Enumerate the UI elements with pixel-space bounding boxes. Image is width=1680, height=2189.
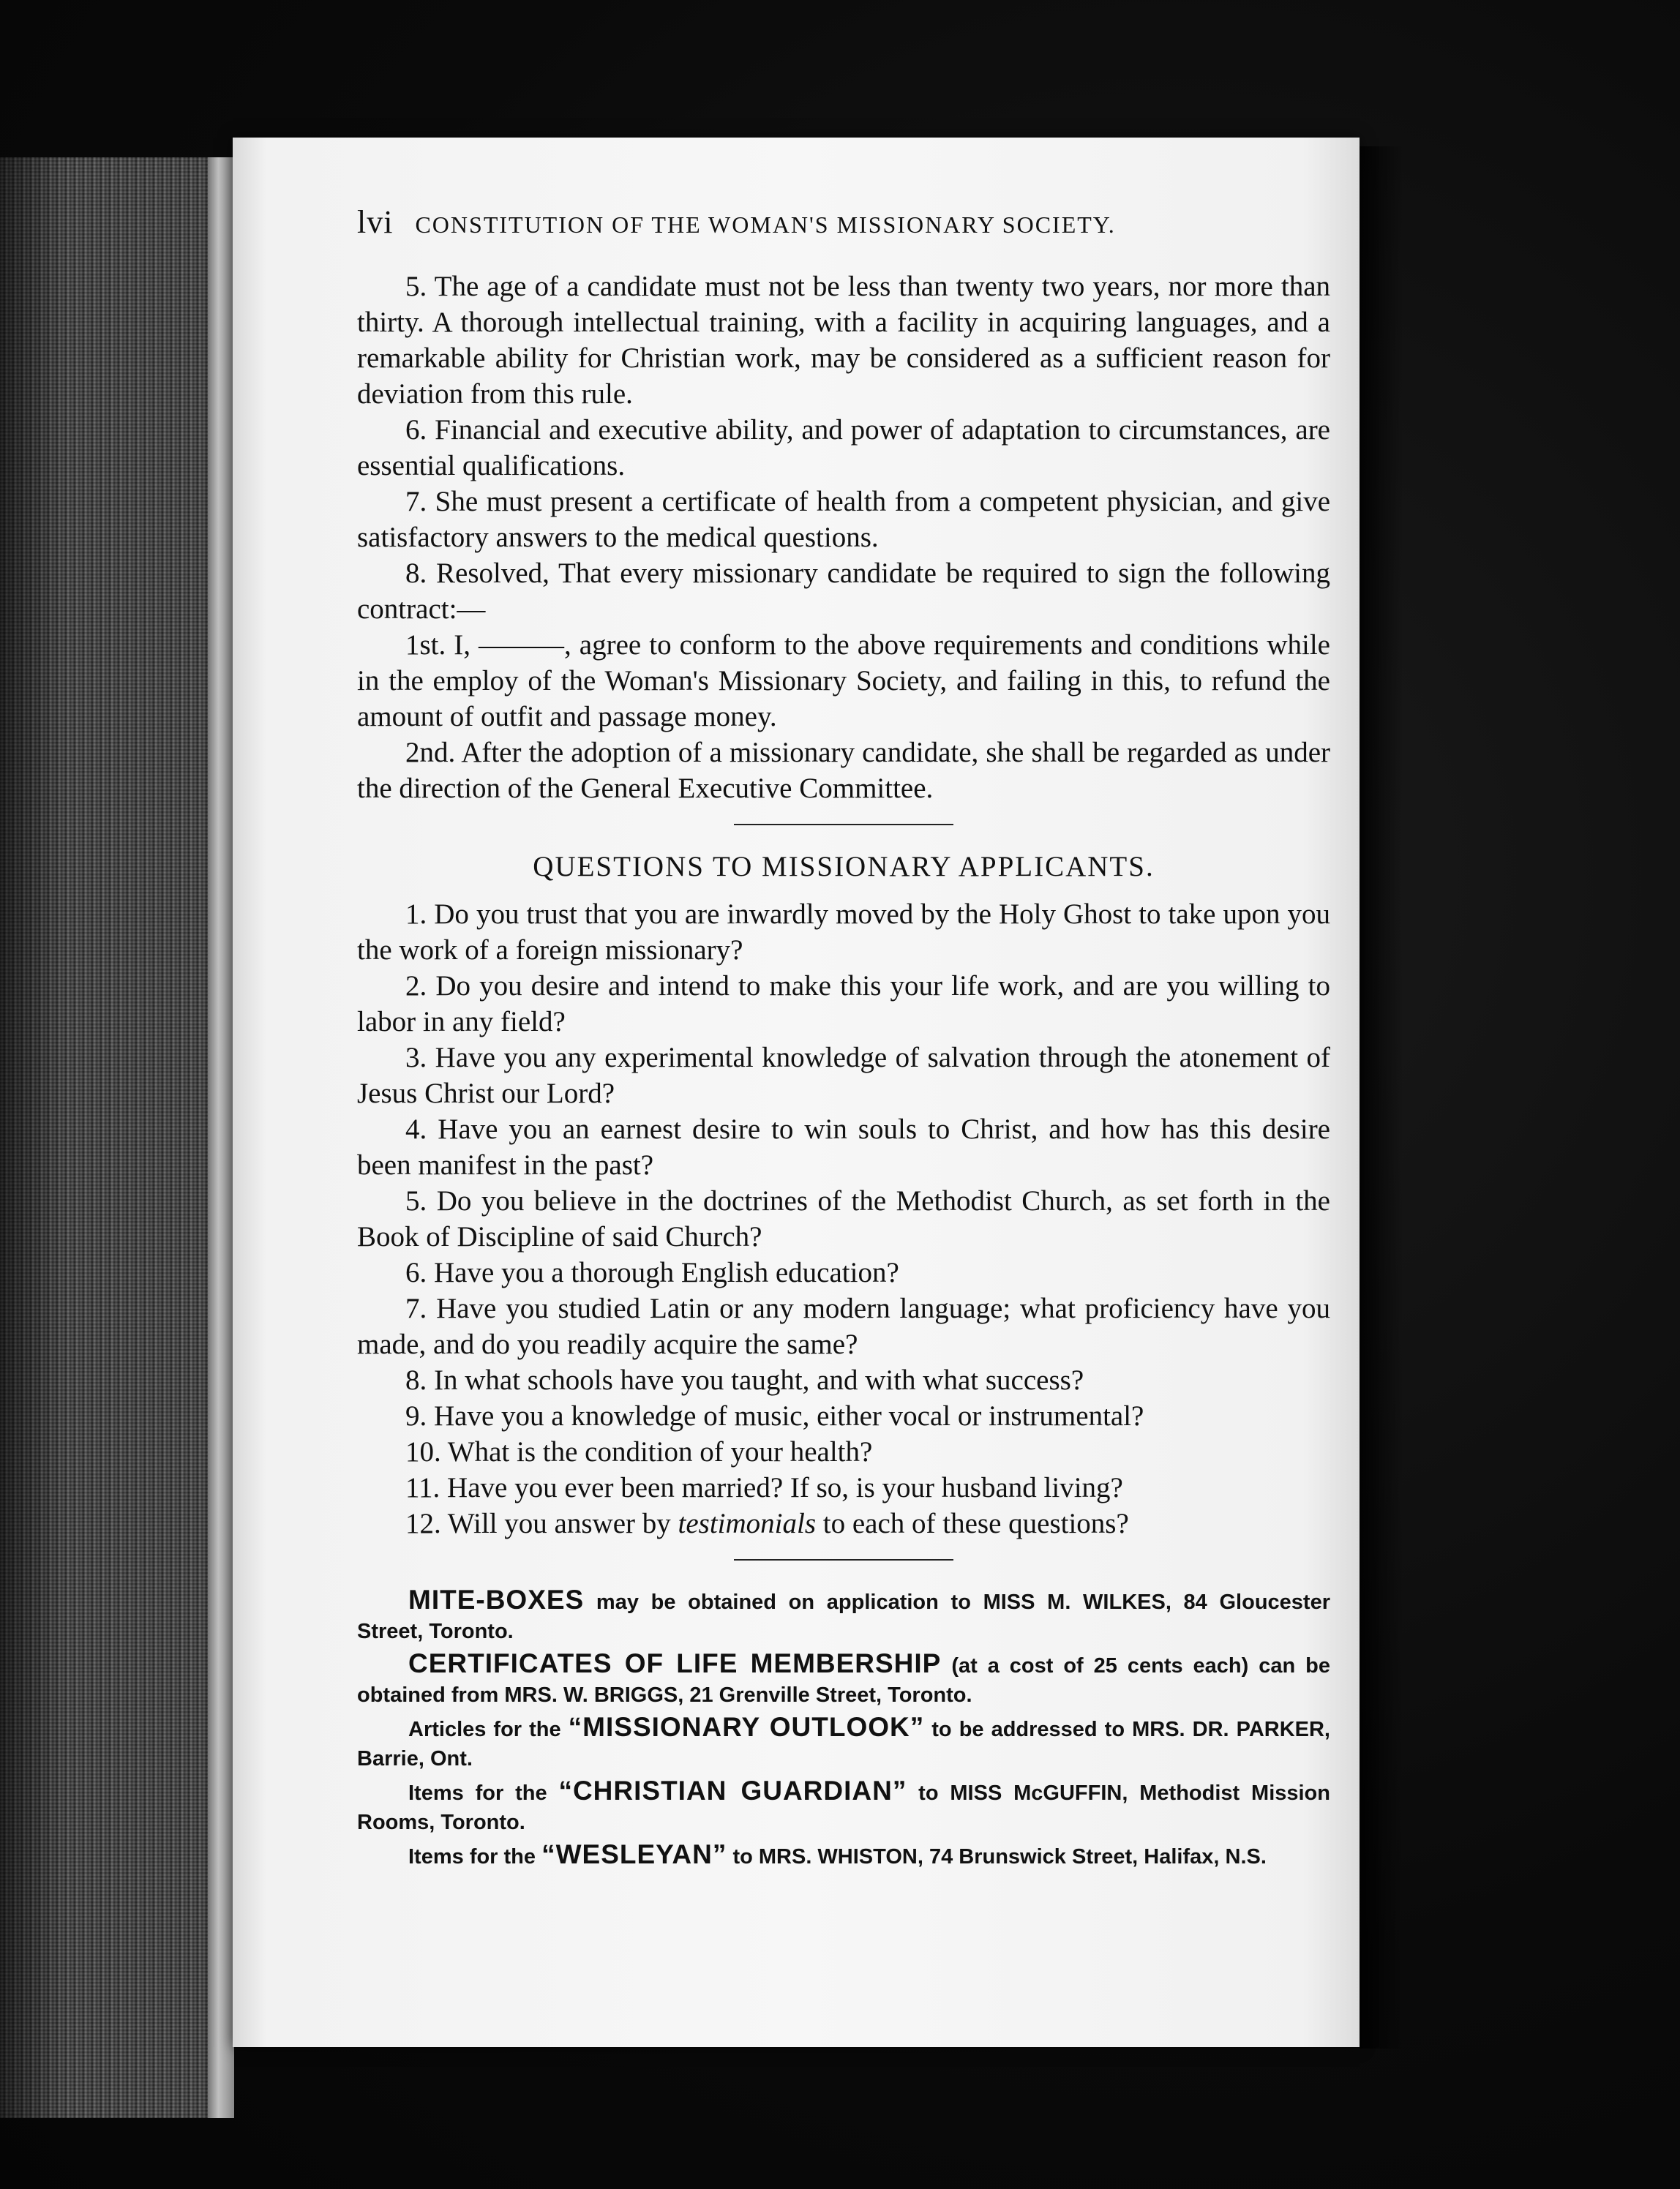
questions-list: [357, 896, 1330, 1542]
contract-2nd: 2nd. After the adoption of a missionary candidate, she shall be regarded as under the direction of the General Executive Committee.: [357, 737, 1330, 804]
notices-divider: [734, 1559, 953, 1561]
requirements-section: [357, 269, 1330, 806]
question-2: 2. Do you desire and intend to make this your life work, and are you willing to labor in any field?: [357, 970, 1330, 1037]
question-12-start: 12. Will you answer by: [405, 1508, 678, 1539]
notice-guardian-label: “CHRISTIAN GUARDIAN”: [558, 1776, 907, 1806]
notice-certificates-label: CERTIFICATES OF LIFE MEMBERSHIP: [408, 1648, 942, 1678]
notice-outlook-before: Articles for the: [408, 1718, 569, 1741]
notice-wesleyan-after: to MRS. WHISTON, 74 Brunswick Street, Halifax, N.S.: [727, 1845, 1267, 1869]
page-content: [357, 203, 1330, 1874]
notice-wesleyan-before: Items for the: [408, 1845, 542, 1869]
requirement-6: 6. Financial and executive ability, and power of adaptation to circumstances, are essential qualifications.: [357, 414, 1330, 481]
notices-section: [357, 1585, 1330, 1871]
running-title: CONSTITUTION OF THE WOMAN'S MISSIONARY SOCIETY.: [415, 211, 1116, 238]
notice-guardian: [357, 1776, 1330, 1837]
question-1: 1. Do you trust that you are inwardly moved by the Holy Ghost to take upon you the work of a foreign missionary?: [357, 898, 1330, 966]
notice-certificates-text: (at a cost of 25 cents each) can be obtained from MRS. W. BRIGGS, 21 Grenville Street, Toronto.: [357, 1654, 1331, 1707]
notice-guardian-after: to MISS McGUFFIN, Methodist Mission Rooms, Toronto.: [357, 1781, 1330, 1834]
notice-certificates: [357, 1649, 1330, 1710]
page-shadow: [1360, 146, 1403, 2049]
question-3: 3. Have you any experimental knowledge of salvation through the atonement of Jesus Christ our Lord?: [357, 1042, 1330, 1109]
question-4: 4. Have you an earnest desire to win souls to Christ, and how has this desire been manifest in the past?: [357, 1114, 1330, 1181]
notice-wesleyan: [357, 1840, 1330, 1871]
section-divider: [734, 824, 953, 825]
contract-1st: 1st. I, ———, agree to conform to the above requirements and conditions while in the employ of the Woman's Missionary Society, and failing in this, to refund the amount of outfit and passage money.: [357, 629, 1330, 732]
question-5: 5. Do you believe in the doctrines of the Methodist Church, as set forth in the Book of Discipline of said Church?: [357, 1185, 1330, 1253]
notice-mite-text: may be obtained on application to MISS M. WILKES, 84 Gloucester Street, Toronto.: [357, 1591, 1330, 1643]
notice-mite-boxes: [357, 1585, 1330, 1646]
running-head: [357, 203, 1330, 241]
notice-wesleyan-label: “WESLEYAN”: [541, 1839, 727, 1869]
question-7: 7. Have you studied Latin or any modern language; what proficiency have you made, and do you readily acquire the same?: [357, 1293, 1330, 1360]
question-11: 11. Have you ever been married? If so, is your husband living?: [405, 1472, 1123, 1503]
notice-mite-label: MITE-BOXES: [408, 1585, 585, 1615]
question-8: 8. In what schools have you taught, and with what success?: [405, 1364, 1084, 1396]
question-9: 9. Have you a knowledge of music, either vocal or instrumental?: [405, 1400, 1144, 1432]
question-6: 6. Have you a thorough English education?: [405, 1257, 899, 1288]
question-10: 10. What is the condition of your health?: [405, 1436, 873, 1468]
book-page: [233, 138, 1360, 2047]
question-12-end: to each of these questions?: [816, 1508, 1129, 1539]
notice-outlook: [357, 1713, 1330, 1773]
question-12: [357, 1506, 1330, 1542]
notice-outlook-after: to be addressed to MRS. DR. PARKER, Barrie, Ont.: [357, 1718, 1330, 1771]
notice-guardian-before: Items for the: [408, 1781, 559, 1805]
question-12-emphasis: testimonials: [678, 1508, 817, 1539]
page-number: lvi: [357, 204, 394, 240]
requirement-8: 8. Resolved, That every missionary candidate be required to sign the following contract:—: [357, 557, 1330, 625]
requirement-7: 7. She must present a certificate of health from a competent physician, and give satisfactory answers to the medical questions.: [357, 486, 1330, 553]
questions-heading: QUESTIONS TO MISSIONARY APPLICANTS.: [533, 851, 1155, 882]
notice-outlook-label: “MISSIONARY OUTLOOK”: [568, 1712, 925, 1742]
book-edge-shadow: [0, 157, 66, 2118]
requirement-5: 5. The age of a candidate must not be less than twenty two years, nor more than thirty. A thorough intellectual training, with a facility in acquiring languages, and a remarkable ability for Christian work, may be considered as a sufficient reason for deviation from this rule.: [357, 271, 1330, 410]
